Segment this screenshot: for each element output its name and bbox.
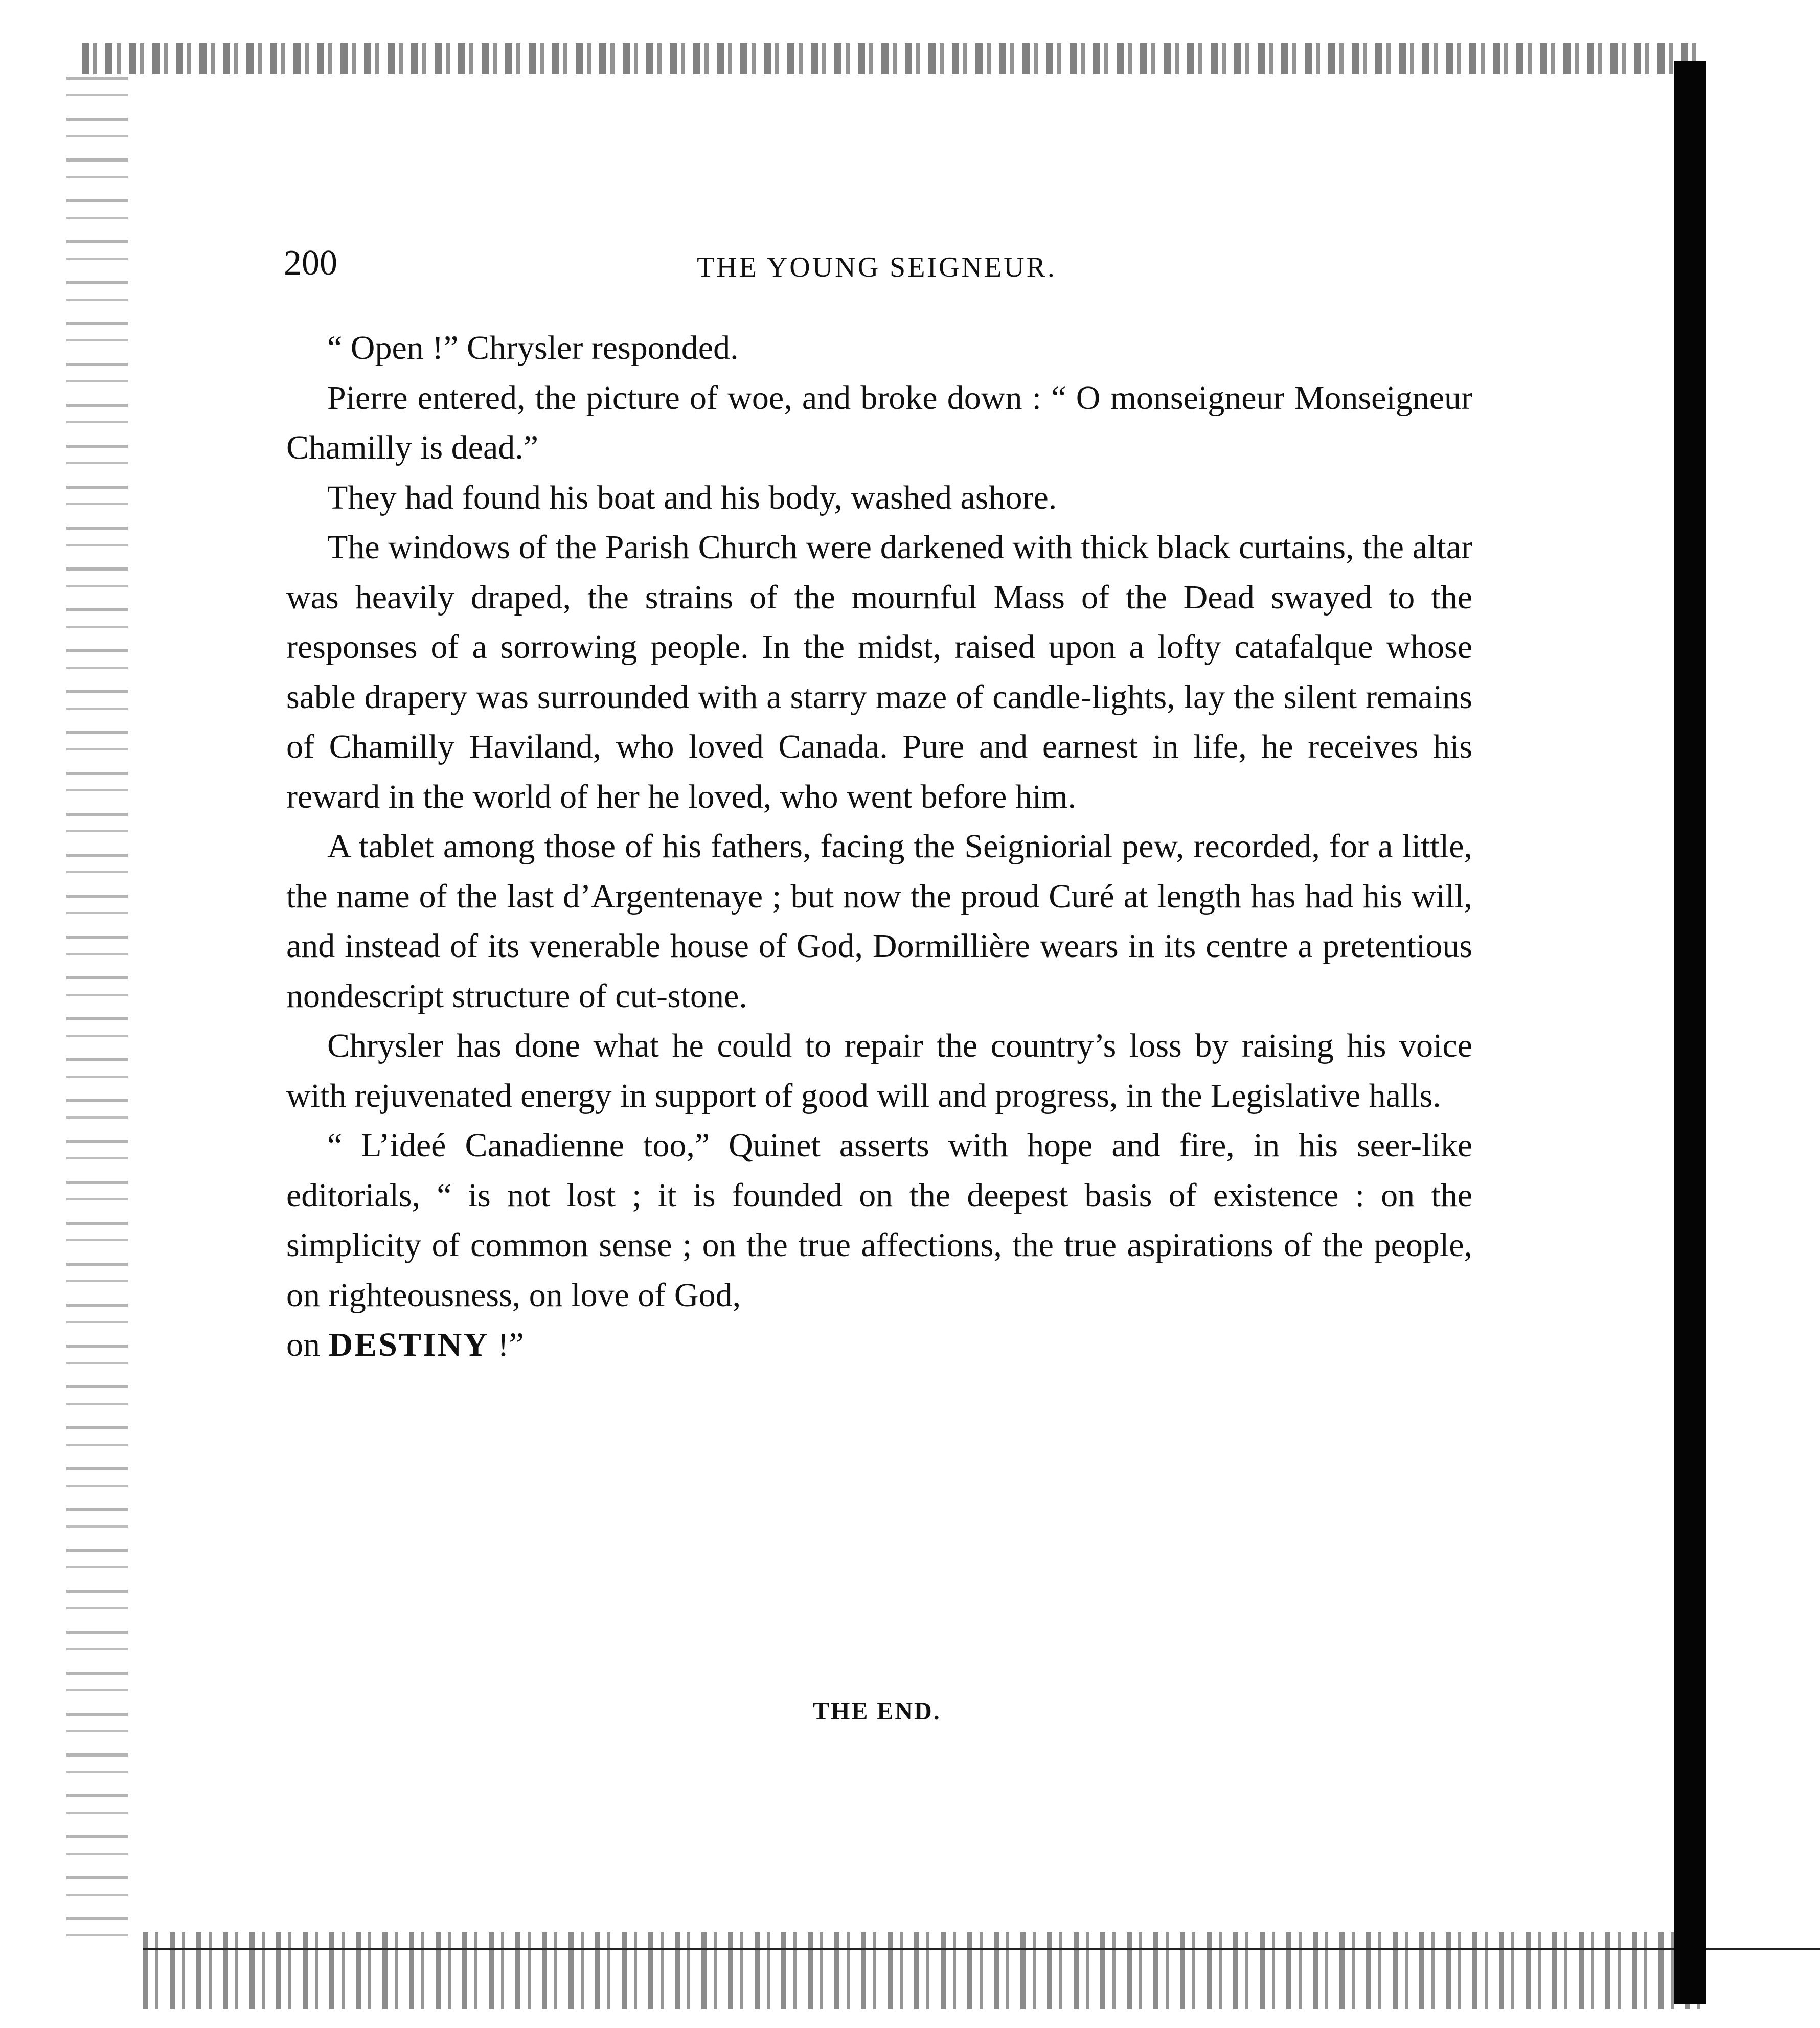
paragraph: A tablet among those of his fathers, facing the Seigniorial pew, recorded, for a little, the name of the last d’Argentenaye ; but now the proud Curé at length has had his will, and instead of its venerable house of God, Dormillière wears in its centre a pretentious nondescript structure of cut-stone. — [286, 828, 1472, 1015]
page-header — [284, 240, 1470, 286]
final-line-prefix: on — [286, 1326, 329, 1363]
bottom-rule — [143, 1948, 1820, 1950]
final-line-suffix: !” — [489, 1326, 524, 1363]
destiny-smallcaps: DESTINY — [328, 1326, 489, 1363]
page-number: 200 — [284, 243, 337, 283]
binding-shadow-bar — [1674, 61, 1706, 2004]
body-text — [286, 323, 1472, 1370]
paragraph: “ Open !” Chrysler responded. — [327, 329, 739, 367]
paragraph: “ L’ideé Canadienne too,” Quinet asserts with hope and fire, in his seer-like editorials, “ is not lost ; it is founded on the deepest basis of existence : on the simplicity of common sense ; on the true affections, the true aspirations of the people, on righteousness, on love of God, — [286, 1127, 1472, 1314]
scan-noise-bottom — [143, 1932, 1702, 2009]
running-title: THE YOUNG SEIGNEUR. — [697, 252, 1057, 283]
scan-noise-left — [66, 77, 128, 1943]
paragraph: Pierre entered, the picture of woe, and broke down : “ O monseigneur Monseigneur Chamilly is dead.” — [286, 379, 1472, 466]
paragraph: Chrysler has done what he could to repair the country’s loss by raising his voice with rejuvenated energy in support of good will and progress, in the Legislative halls. — [286, 1027, 1472, 1114]
the-end-label: THE END. — [813, 1698, 941, 1725]
paragraph: The windows of the Parish Church were darkened with thick black curtains, the altar was heavily draped, the strains of the mournful Mass of the Dead swayed to the responses of a sorrowing people. In the midst, raised upon a lofty catafalque whose sable drapery was surrounded with a starry maze of candle-lights, lay the silent remains of Chamilly Haviland, who loved Canada. Pure and earnest in life, he receives his reward in the world of her he loved, who went before him. — [286, 529, 1472, 815]
final-line — [286, 1320, 1472, 1370]
scan-noise-top — [82, 43, 1702, 74]
paragraph: They had found his boat and his body, washed ashore. — [327, 478, 1057, 516]
